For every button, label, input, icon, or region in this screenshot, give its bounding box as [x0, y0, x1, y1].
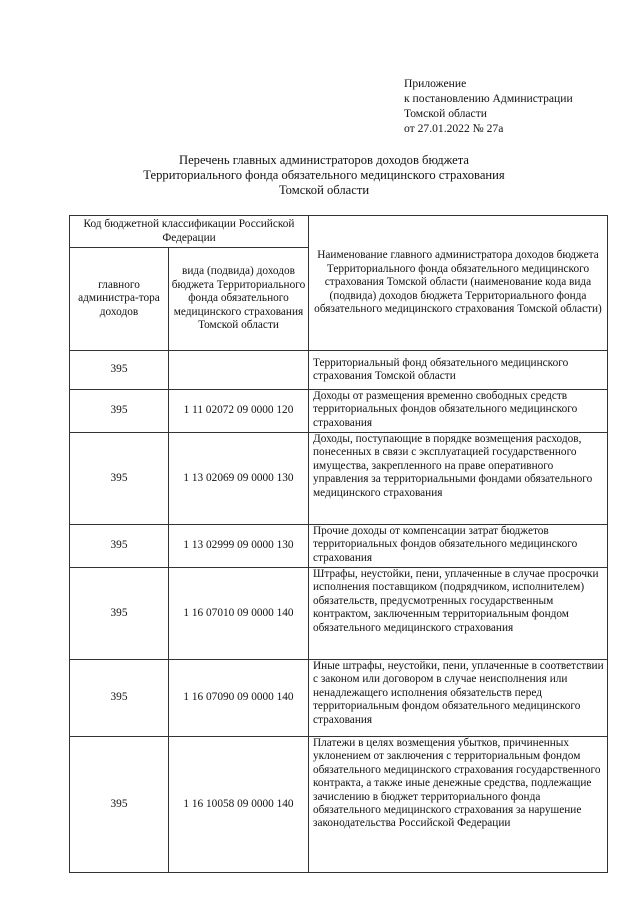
- title-line-3: Томской области: [278, 183, 370, 197]
- admin-code-cell: 395: [70, 660, 169, 737]
- title-line-2: Территориального фонда обязательного медицинского страхования: [143, 168, 505, 182]
- revenue-name-cell: Платежи в целях возмещения убытков, причиненных уклонением от заключения с территориальным фондом обязательного медицинского страхования государственного контракта, а также иные денежные средства, подлежащие зачислению в бюджет территориального фонда обязательного медицинского страхования за нарушение законодательства Российской Федерации: [309, 737, 608, 873]
- table-row: [70, 737, 608, 873]
- header-code-column: вида (подвида) доходов бюджета Территориального фонда обязательного медицинского страхования Томской области: [169, 248, 309, 351]
- revenue-administrators-table: [69, 215, 608, 873]
- header-admin-column: главного администра-тора доходов: [70, 248, 169, 351]
- revenue-name-cell: Прочие доходы от компенсации затрат бюджетов территориальных фондов обязательного медицинского страхования: [309, 525, 608, 568]
- table-row: [70, 351, 608, 390]
- table-row: [70, 568, 608, 660]
- appendix-line-1: Приложение: [404, 77, 467, 90]
- appendix-line-3: Томской области: [404, 107, 487, 120]
- revenue-name-cell: Доходы, поступающие в порядке возмещения расходов, понесенных в связи с эксплуатацией государственного имущества, закрепленного на праве оперативного управления за территориальными фондами обязательного медицинского страхования: [309, 433, 608, 525]
- table-row: [70, 390, 608, 433]
- admin-code-cell: 395: [70, 390, 169, 433]
- table-row: [70, 660, 608, 737]
- revenue-name-cell: Иные штрафы, неустойки, пени, уплаченные в соответствии с законом или договором в случае неисполнения или ненадлежащего исполнения обязательств перед территориальным фондом обязательного медицинского страхования: [309, 660, 608, 737]
- admin-code-cell: 395: [70, 737, 169, 873]
- header-name-column: Наименование главного администратора доходов бюджета Территориального фонда обязательного медицинского страхования Томской области (наименование кода вида (подвида) доходов бюджета Территориального фонда обязательного медицинского страхования Томской области): [309, 216, 608, 351]
- document-title: [64, 153, 584, 198]
- revenue-code-cell: [169, 351, 309, 390]
- revenue-name-cell: Штрафы, неустойки, пени, уплаченные в случае просрочки исполнения поставщиком (подрядчиком, исполнителем) обязательств, предусмотренных государственным контрактом, заключенным территориальным фондом обязательного медицинского страхования: [309, 568, 608, 660]
- admin-code-cell: 395: [70, 433, 169, 525]
- title-line-1: Перечень главных администраторов доходов бюджета: [178, 153, 470, 167]
- revenue-code-cell: 1 16 10058 09 0000 140: [169, 737, 309, 873]
- admin-code-cell: 395: [70, 568, 169, 660]
- appendix-line-4: от 27.01.2022 № 27а: [404, 122, 504, 135]
- revenue-name-cell: Доходы от размещения временно свободных средств территориальных фондов обязательного медицинского страхования: [309, 390, 608, 433]
- revenue-code-cell: 1 13 02069 09 0000 130: [169, 433, 309, 525]
- admin-code-cell: 395: [70, 351, 169, 390]
- header-bk-code: Код бюджетной классификации Российской Федерации: [70, 216, 309, 248]
- admin-code-cell: 395: [70, 525, 169, 568]
- header-row-group: [70, 216, 608, 248]
- revenue-code-cell: 1 11 02072 09 0000 120: [169, 390, 309, 433]
- table-row: [70, 433, 608, 525]
- revenue-code-cell: 1 16 07010 09 0000 140: [169, 568, 309, 660]
- revenue-code-cell: 1 16 07090 09 0000 140: [169, 660, 309, 737]
- revenue-code-cell: 1 13 02999 09 0000 130: [169, 525, 309, 568]
- appendix-line-2: к постановлению Администрации: [404, 92, 573, 105]
- revenue-name-cell: Территориальный фонд обязательного медицинского страхования Томской области: [309, 351, 608, 390]
- table-row: [70, 525, 608, 568]
- appendix-block: [404, 76, 573, 136]
